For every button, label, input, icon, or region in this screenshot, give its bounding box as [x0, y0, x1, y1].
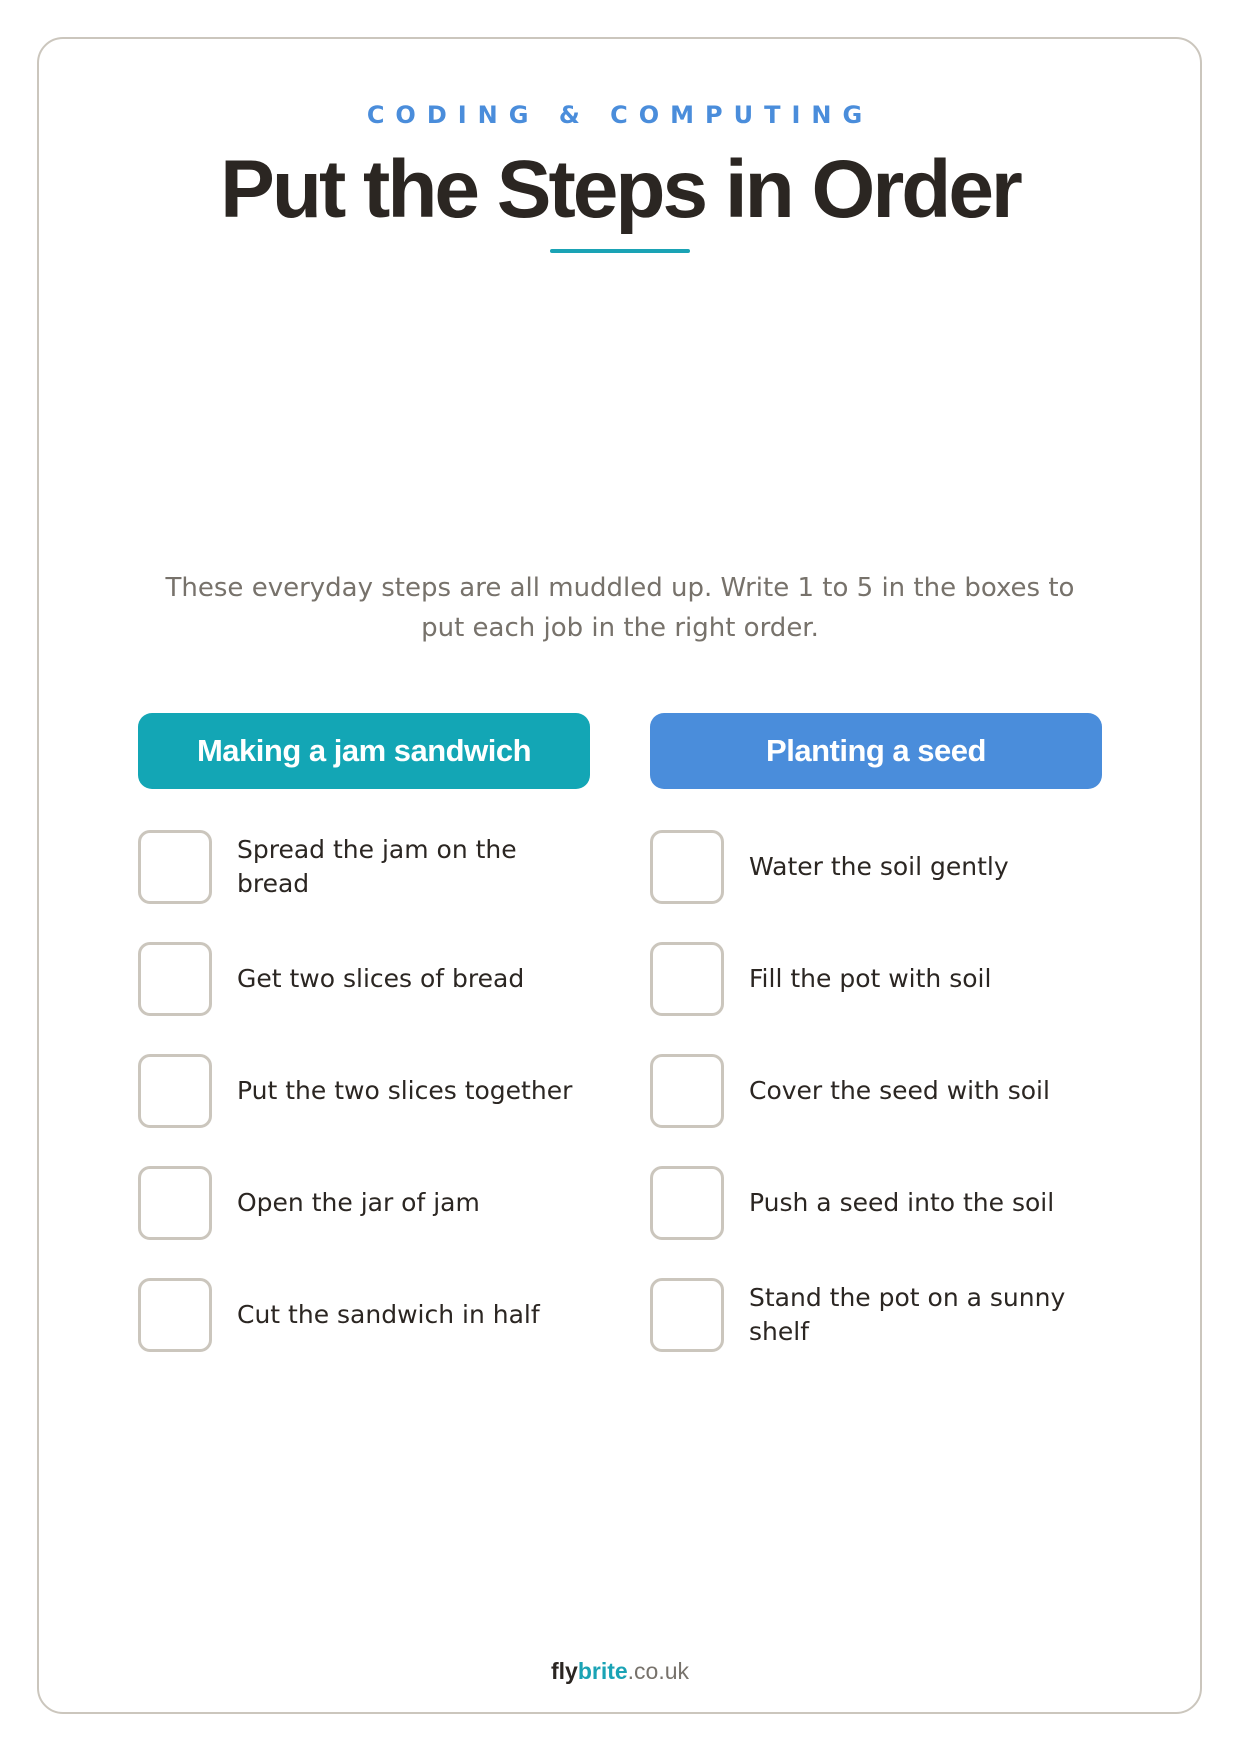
subject-label: CODING & COMPUTING: [366, 101, 874, 129]
step-label: Fill the pot with soil: [749, 964, 992, 993]
step-label: Stand the pot on a sunny shelf: [749, 1283, 1066, 1346]
step-row: [138, 1054, 590, 1128]
column-jam-sandwich: [138, 713, 590, 1390]
order-number-box[interactable]: [138, 1166, 212, 1240]
step-label: Push a seed into the soil: [749, 1188, 1055, 1217]
instructions-text: These everyday steps are all muddled up. Write 1 to 5 in the boxes to put each job in the right order.: [165, 573, 1075, 643]
brand-name-part-2: brite: [577, 1658, 628, 1684]
step-row: [650, 1054, 1102, 1128]
brand-domain-suffix: .co.uk: [627, 1658, 690, 1684]
step-row: [650, 1166, 1102, 1240]
step-label: Cover the seed with soil: [749, 1076, 1050, 1105]
step-row: [650, 830, 1102, 904]
step-label: Spread the jam on the bread: [237, 835, 517, 898]
step-label: Water the soil gently: [749, 852, 1009, 881]
order-number-box[interactable]: [138, 1278, 212, 1352]
brand-name-part-1: fly: [550, 1658, 578, 1684]
order-number-box[interactable]: [650, 1166, 724, 1240]
step-list: [138, 830, 590, 1352]
order-number-box[interactable]: [138, 830, 212, 904]
step-row: [138, 830, 590, 904]
step-label: Put the two slices together: [237, 1076, 573, 1105]
step-row: [138, 942, 590, 1016]
column-header-planting-seed: Planting a seed: [650, 713, 1102, 789]
order-number-box[interactable]: [650, 942, 724, 1016]
title-underline: [550, 249, 690, 253]
order-number-box[interactable]: [650, 830, 724, 904]
step-label: Get two slices of bread: [237, 964, 525, 993]
column-header-jam-sandwich: Making a jam sandwich: [138, 713, 590, 789]
step-row: [138, 1278, 590, 1352]
step-row: [138, 1166, 590, 1240]
page-title: Put the Steps in Order: [220, 144, 1020, 235]
order-number-box[interactable]: [650, 1054, 724, 1128]
footer-brand: [0, 1656, 1240, 1686]
column-planting-seed: [650, 713, 1102, 1390]
step-list: [650, 830, 1102, 1352]
order-number-box[interactable]: [138, 1054, 212, 1128]
step-label: Cut the sandwich in half: [237, 1300, 540, 1329]
step-row: [650, 942, 1102, 1016]
order-number-box[interactable]: [650, 1278, 724, 1352]
order-number-box[interactable]: [138, 942, 212, 1016]
step-label: Open the jar of jam: [237, 1188, 480, 1217]
step-row: [650, 1278, 1102, 1352]
